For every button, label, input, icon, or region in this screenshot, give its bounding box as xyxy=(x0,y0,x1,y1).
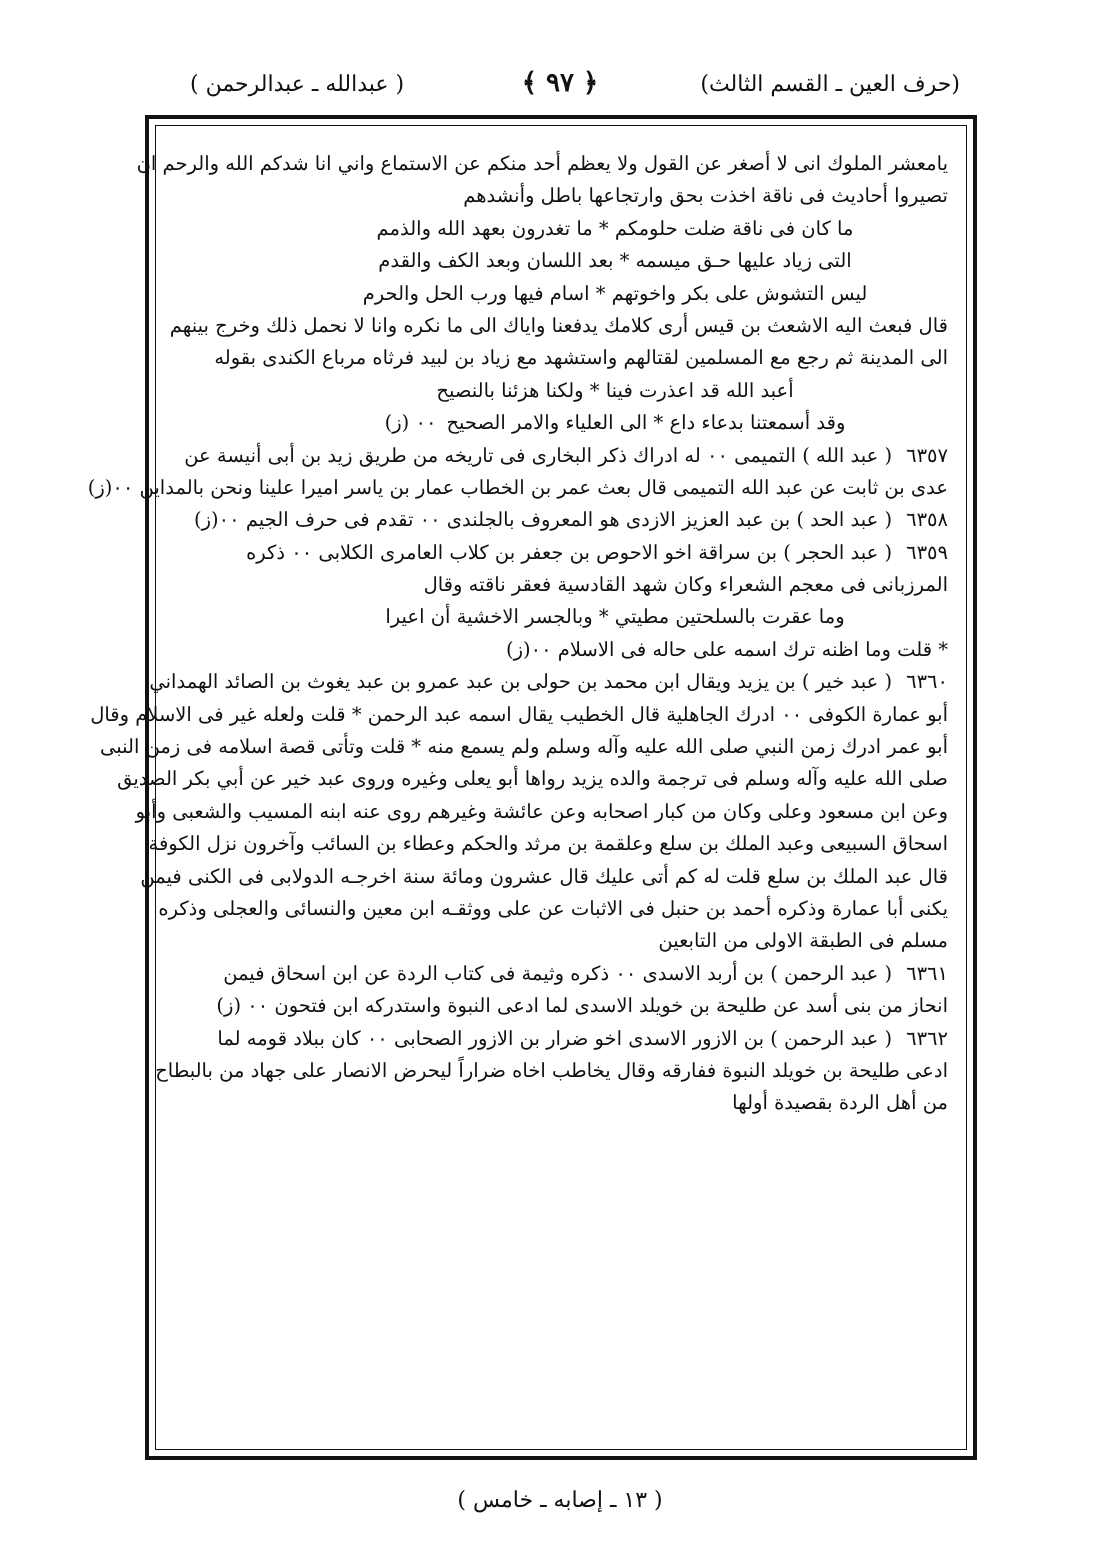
entry-line xyxy=(149,666,948,698)
text-line xyxy=(117,763,948,795)
text-frame-inner xyxy=(87,125,967,1450)
entry-number: ٦٣٥٧ xyxy=(906,443,948,467)
entry-number: ٦٣٦٢ xyxy=(906,1026,948,1050)
text-line xyxy=(90,699,948,731)
text-line xyxy=(192,990,948,1022)
text-line xyxy=(192,569,948,601)
page-number: ﴿ ٩٧ ﴾ xyxy=(521,68,599,98)
line-text: وقد أسمعتنا بدعاء داع * الى العلياء والامر الصحيح xyxy=(446,411,846,435)
page-header xyxy=(150,68,970,108)
body-text xyxy=(87,148,948,1120)
text-line xyxy=(148,828,948,860)
line-text: أبو عمر ادرك زمن النبي صلى الله عليه وآله وسلم ولم يسمع منه * قلت وتأتى قصة اسلامه فى زمن النبى xyxy=(100,735,948,759)
line-text: وعن ابن مسعود وعلى وكان من كبار اصحابه وعن عائشة وغيرهم روى عنه ابنه المسيب والشعبى وأبو xyxy=(135,799,948,823)
line-text: أبو عمارة الكوفى ٠٠ ادرك الجاهلية قال الخطيب يقال اسمه عبد الرحمن * قلت ولعله غير فى الاسلام وقال xyxy=(90,702,948,726)
entry-number: ٦٣٥٨ xyxy=(906,508,948,532)
entry-number: ٦٣٦٠ xyxy=(906,670,948,694)
line-text: تصيروا أحاديث فى ناقة اخذت بحق وارتجاعها باطل وأنشدهم xyxy=(463,184,948,208)
line-text: صلى الله عليه وآله وسلم فى ترجمة والده يزيد رواها أبو يعلى وغيره وروى عبد خير عن أبي بكر الصديق xyxy=(117,767,948,791)
entry-number: ٦٣٥٩ xyxy=(906,540,948,564)
entry-number: ٦٣٦١ xyxy=(906,961,948,985)
line-text: ما كان فى ناقة ضلت حلومكم * ما تغدرون بعهد الله والذمم xyxy=(376,216,854,240)
text-line xyxy=(158,893,948,925)
text-line xyxy=(100,731,948,763)
line-text: قال عبد الملك بن سلع قلت له كم أتى عليك قال عشرون ومائة سنة اخرجـه الدولابى فى الكنى فيمن xyxy=(140,864,948,888)
line-text: أعبد الله قد اعذرت فينا * ولكنا هزئنا بالنصيح xyxy=(436,378,794,402)
line-text: ( عبد الرحمن ) بن أربد الاسدى ٠٠ ذكره وثيمة فى كتاب الردة عن ابن اسحاق فيمن xyxy=(223,961,893,985)
line-text: الى المدينة ثم رجع مع المسلمين لقتالهم واستشهد مع زياد بن لبيد فرثاه مرباع الكندى بقوله xyxy=(214,346,948,370)
text-line xyxy=(192,180,948,212)
entry-line xyxy=(192,537,948,569)
line-text: اسحاق السبيعى وعبد الملك بن سلع وعلقمة بن مرثد والحكم وعطاء بن السائب وآخرون نزل الكوفة xyxy=(148,832,948,856)
section-title: (حرف العين ـ القسم الثالث) xyxy=(700,72,960,97)
text-line xyxy=(136,148,948,180)
entry-line xyxy=(192,1023,948,1055)
text-line xyxy=(169,310,948,342)
line-text: يامعشر الملوك انى لا أصغر عن القول ولا يعظم أحد منكم عن الاستماع واني انا شدكم الله والرحم ان xyxy=(136,152,948,175)
line-text: التى زياد عليها حـق ميسمه * بعد اللسان وبعد الكف والقدم xyxy=(378,249,852,273)
verse-line xyxy=(192,601,948,633)
source-tag: ٠٠ (ز) xyxy=(384,411,437,435)
line-text: ( عبد الله ) التميمى ٠٠ له ادراك ذكر البخارى فى تاريخه من طريق زيد بن أبى أنيسة عن xyxy=(184,443,893,467)
line-text: المرزبانى فى معجم الشعراء وكان شهد القادسية فعقر ناقته وقال xyxy=(423,573,948,597)
verse-line xyxy=(192,213,948,245)
entry-range: ( عبدالله ـ عبدالرحمن ) xyxy=(190,72,405,97)
entry-line xyxy=(184,440,948,472)
text-line xyxy=(140,861,948,893)
verse-line xyxy=(192,375,948,407)
line-text: * قلت وما اظنه ترك اسمه على حاله فى الاسلام ٠٠(ز) xyxy=(506,637,948,661)
line-text: ليس التشوش على بكر واخوتهم * اسام فيها ورب الحل والحرم xyxy=(362,281,868,305)
verse-line xyxy=(192,407,948,439)
line-text: انحاز من بنى أسد عن طليحة بن خويلد الاسدى لما ادعى النبوة واستدركه ابن فتحون ٠٠ (ز) xyxy=(216,994,948,1018)
line-text: وما عقرت بالسلحتين مطيتي * وبالجسر الاخشية أن اعيرا xyxy=(385,605,845,629)
line-text: من أهل الردة بقصيدة أولها xyxy=(732,1091,948,1115)
text-line xyxy=(155,1055,948,1087)
entry-line xyxy=(192,504,948,536)
text-line xyxy=(192,634,948,666)
line-text: ( عبد خير ) بن يزيد ويقال ابن محمد بن حولى بن عبد عمرو بن عبد يغوث بن الصائد الهمداني xyxy=(149,670,893,694)
line-text: ( عبد الرحمن ) بن الازور الاسدى اخو ضرار بن الازور الصحابى ٠٠ كان ببلاد قومه لما xyxy=(217,1026,893,1050)
page-footer: ( ١٣ ـ إصابه ـ خامس ) xyxy=(457,1488,663,1513)
text-line xyxy=(192,925,948,957)
text-line xyxy=(87,472,948,504)
line-text: مسلم فى الطبقة الاولى من التابعين xyxy=(658,929,948,953)
text-frame xyxy=(87,115,977,1460)
line-text: ادعى طليحة بن خويلد النبوة ففارقه وقال يخاطب اخاه ضراراً ليحرض الانصار على جهاد من بالبطاح xyxy=(155,1058,948,1082)
text-line xyxy=(192,1087,948,1119)
verse-line xyxy=(192,245,948,277)
entry-line xyxy=(192,958,948,990)
text-line xyxy=(135,796,948,828)
line-text: عدى بن ثابت عن عبد الله التميمى قال بعث عمر بن الخطاب عمار بن ياسر اميرا علينا ونحن بالمداين ٠٠(ز) xyxy=(87,475,948,499)
line-text: يكنى أبا عمارة وذكره أحمد بن حنبل فى الاثبات عن على ووثقـه ابن معين والنسائى والعجلى وذكره xyxy=(158,896,948,920)
line-text: ( عبد الحجر ) بن سراقة اخو الاحوص بن جعفر بن كلاب العامرى الكلابى ٠٠ ذكره xyxy=(246,540,893,564)
verse-line xyxy=(192,278,948,310)
line-text: قال فبعث اليه الاشعث بن قيس أرى كلامك يدفعنا واياك الى ما نكره وانا لا نحمل ذلك وخرج بينهم xyxy=(169,313,948,337)
line-text: ( عبد الحد ) بن عبد العزيز الازدى هو المعروف بالجلندى ٠٠ تقدم فى حرف الجيم ٠٠(ز) xyxy=(194,508,893,532)
text-line xyxy=(192,342,948,374)
